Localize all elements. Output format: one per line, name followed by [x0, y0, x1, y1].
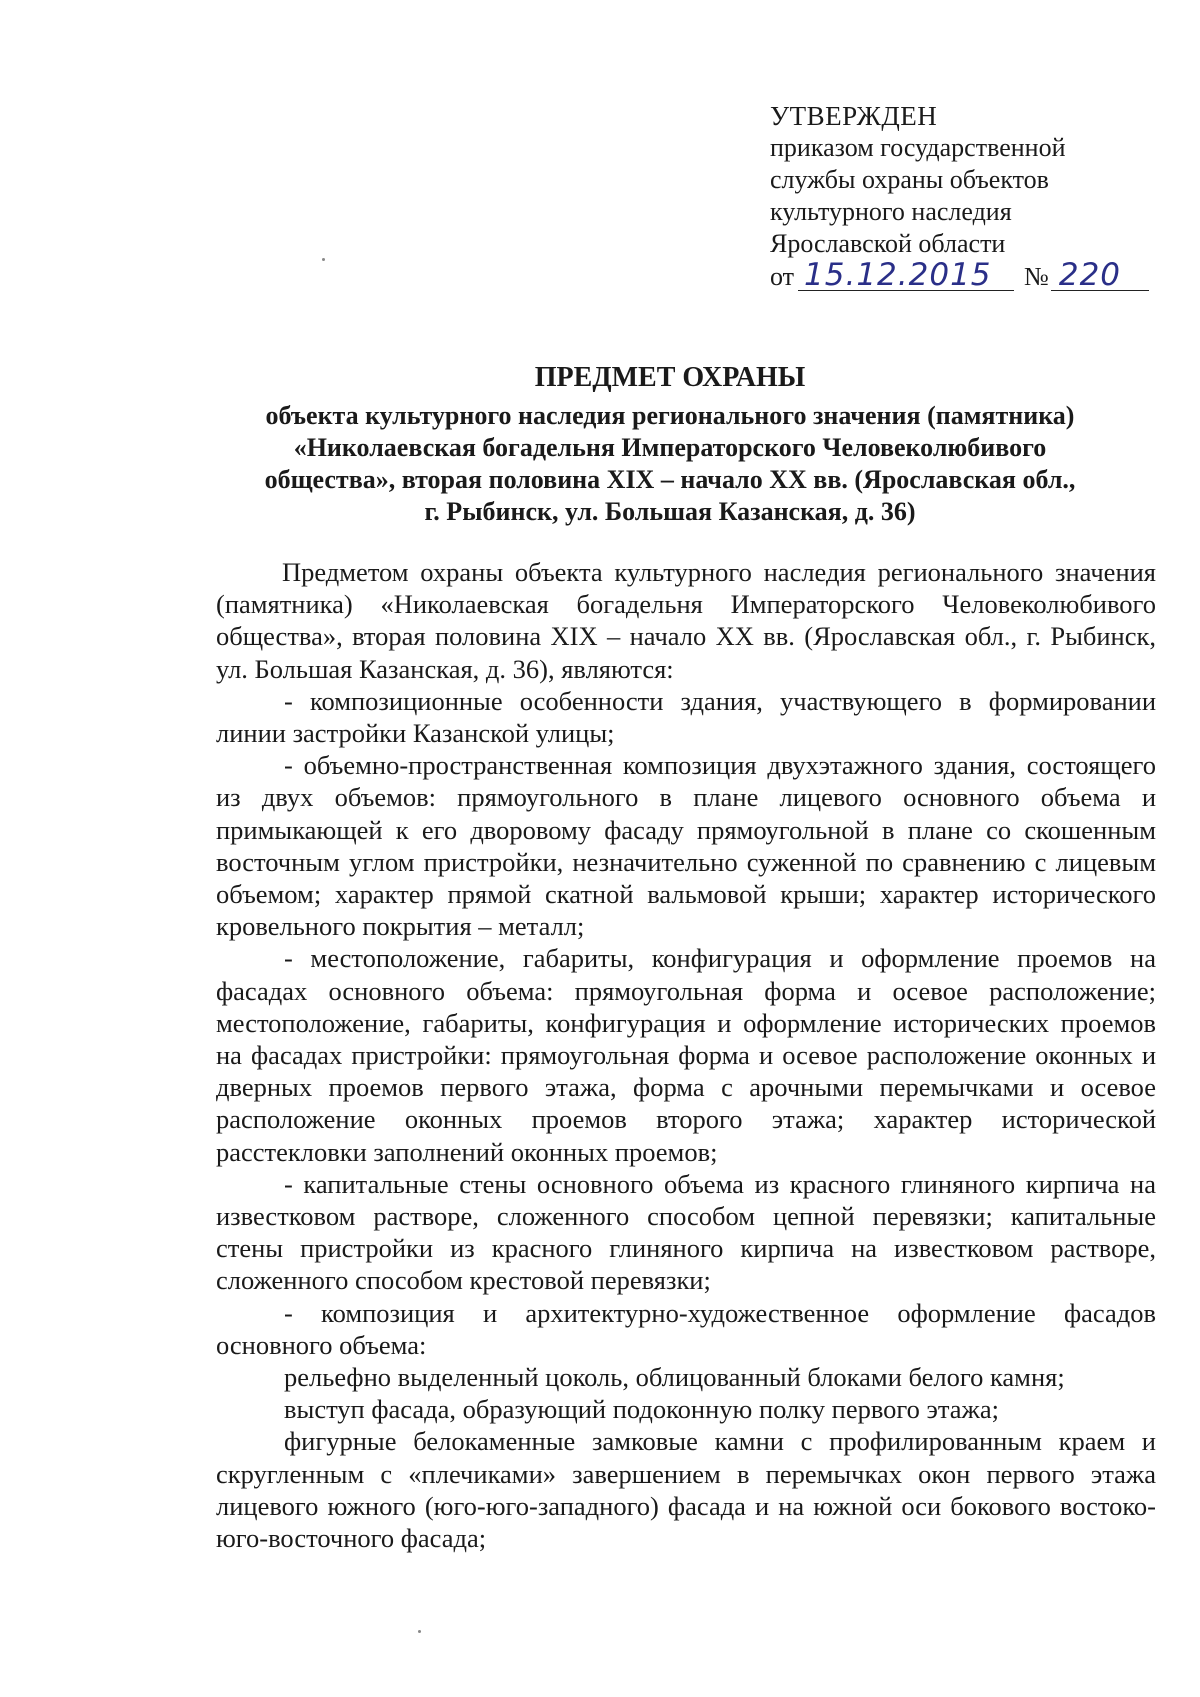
body-paragraph: выступ фасада, образующий подоконную полку первого этажа;: [284, 1394, 999, 1425]
body-paragraph: Предметом охраны объекта культурного наследия регионального значения (памятника) «Николаевская богадельня Императорского Человеколюбивого общества», вторая половина XIX – начало XX вв. (Ярославская обл., г. Рыбинск, ул. Большая Казанская, д. 36), являются:: [216, 557, 1156, 684]
body-paragraph: - капитальные стены основного объема из красного глиняного кирпича на известковом растворе, сложенного способом цепной перевязки; капитальные стены пристройки из красного глиняного кирпича на известковом растворе, сложенного способом крестовой перевязки;: [216, 1168, 1156, 1296]
approval-date-number-row: [770, 257, 1170, 293]
scan-speck: [322, 258, 325, 261]
approval-title: УТВЕРЖДЕН: [770, 101, 938, 131]
document-heading: [200, 362, 1140, 528]
heading-line: общества», вторая половина XIX – начало XX вв. (Ярославская обл.,: [264, 465, 1076, 494]
number-sign: №: [1024, 262, 1049, 291]
approval-line: культурного наследия: [770, 197, 1012, 226]
handwritten-number: 220: [1051, 260, 1149, 291]
heading-line: «Николаевская богадельня Императорского Человеколюбивого: [293, 433, 1047, 462]
date-prefix: от: [770, 262, 795, 291]
document-body: [216, 556, 1156, 1554]
body-paragraph: - объемно-пространственная композиция двухэтажного здания, состоящего из двух объемов: прямоугольного в плане лицевого основного объема и примыкающей к его дворовому фасаду прямоугольной в плане со скошенным восточным углом пристройки, незначительно суженной по сравнению с лицевым объемом; характер прямой скатной вальмовой крыши; характер исторического кровельного покрытия – металл;: [216, 750, 1156, 942]
approval-line: службы охраны объектов: [770, 165, 1049, 194]
body-paragraph: - композиционные особенности здания, участвующего в формировании линии застройки Казанской улицы;: [216, 685, 1156, 749]
body-paragraph: рельефно выделенный цоколь, облицованный блоками белого камня;: [284, 1362, 1065, 1393]
scan-speck: [418, 1630, 421, 1633]
body-paragraph: фигурные белокаменные замковые камни с профилированным краем и скругленным с «плечиками» завершением в перемычках окон первого этажа лицевого южного (юго-юго-западного) фасада и на южной оси бокового востоко-юго-восточного фасада;: [216, 1426, 1156, 1554]
heading-line: г. Рыбинск, ул. Большая Казанская, д. 36): [424, 497, 916, 526]
body-paragraph: - композиция и архитектурно-художественное оформление фасадов основного объема:: [216, 1297, 1156, 1360]
heading-line: объекта культурного наследия регионального значения (памятника): [265, 401, 1075, 430]
handwritten-date: 15.12.2015: [798, 260, 1014, 291]
approval-line: Ярославской области: [770, 229, 1006, 258]
document-title: ПРЕДМЕТ ОХРАНЫ: [534, 362, 806, 393]
approval-line: приказом государственной: [770, 133, 1066, 162]
approval-block: [770, 100, 1170, 293]
body-paragraph: - местоположение, габариты, конфигурация и оформление проемов на фасадах основного объема: прямоугольная форма и осевое расположение; местоположение, габариты, конфигурация и оформление исторических проемов на фасадах пристройки: прямоугольная форма и осевое расположение оконных и дверных проемов первого этажа, форма с арочными перемычками и осевое расположение оконных проемов второго этажа; характер исторической расстекловки заполнений оконных проемов;: [216, 943, 1156, 1167]
